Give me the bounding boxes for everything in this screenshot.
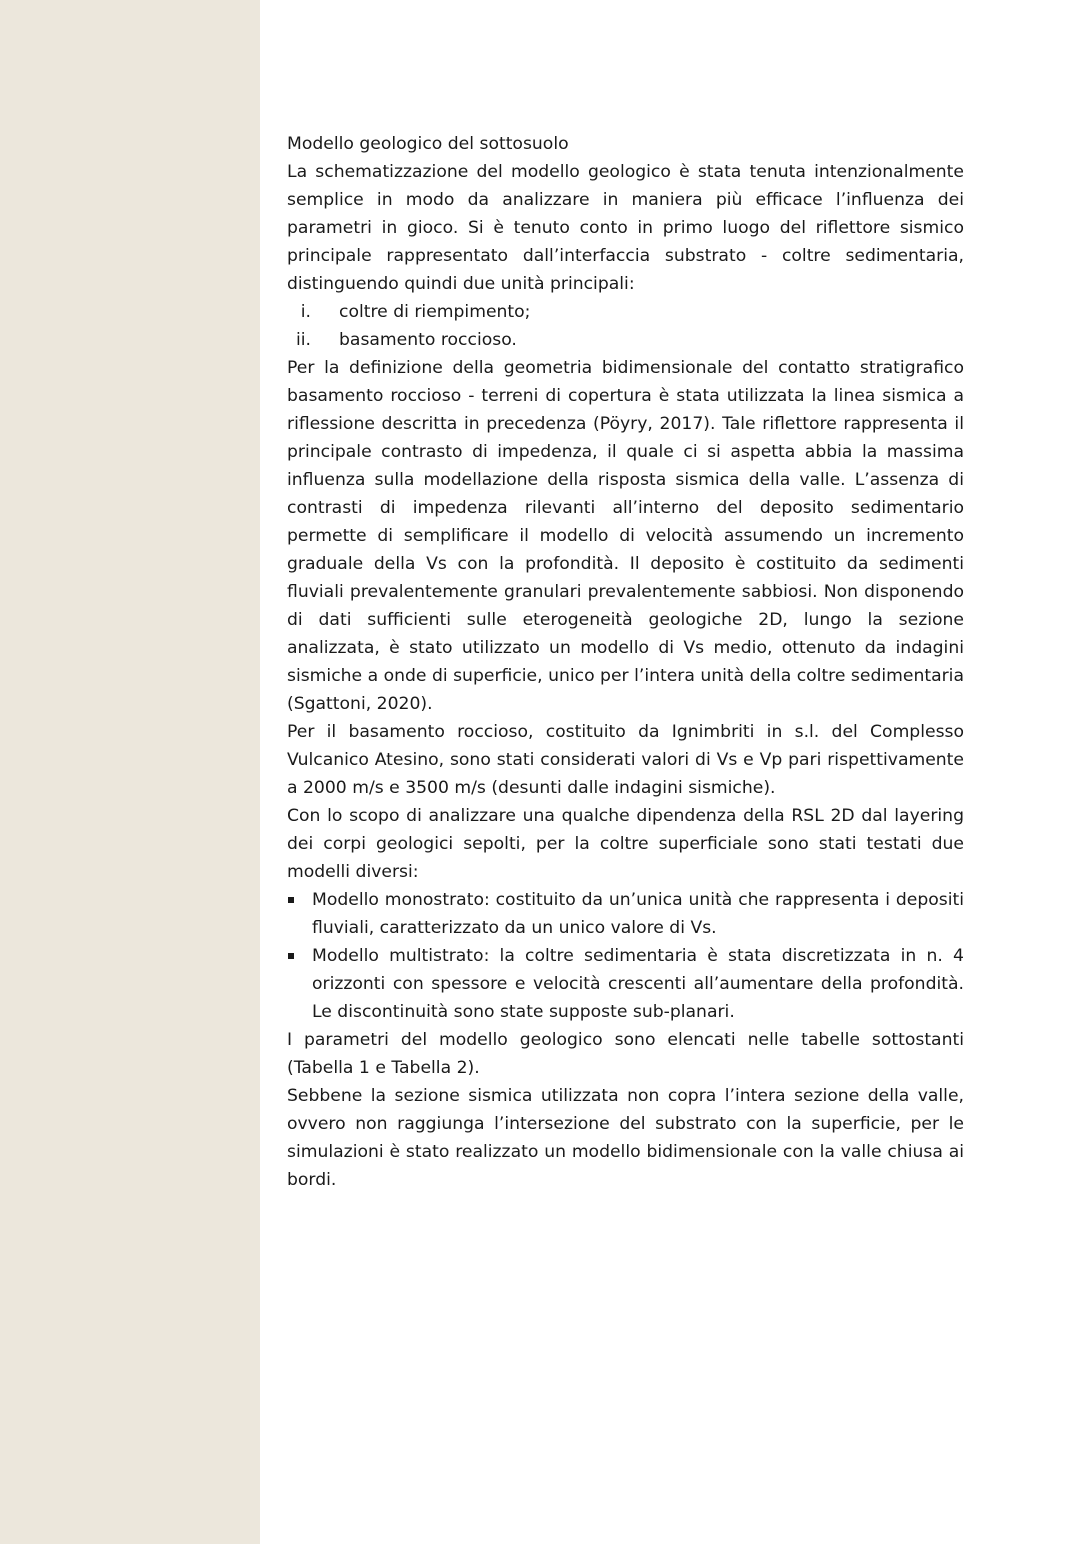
paragraph-tables: I parametri del modello geologico sono elencati nelle tabelle sottostanti (Tabella 1 e Tabella 2).: [287, 1030, 964, 1078]
units-list: [287, 298, 964, 354]
list-item-text: basamento roccioso.: [339, 330, 517, 350]
square-bullet-icon: [288, 953, 294, 959]
list-item: [287, 886, 964, 942]
list-item-text: Modello monostrato: costituito da un’unica unità che rappresenta i depositi fluviali, caratterizzato da un unico valore di Vs.: [312, 890, 964, 938]
paragraph-layering: Con lo scopo di analizzare una qualche dipendenza della RSL 2D dal layering dei corpi geologici sepolti, per la coltre superficiale sono stati testati due modelli diversi:: [287, 806, 964, 882]
paragraph-bedrock: Per il basamento roccioso, costituito da Ignimbriti in s.l. del Complesso Vulcanico Atesino, sono stati considerati valori di Vs e Vp pari rispettivamente a 2000 m/s e 3500 m/s (desunti dalle indagini sismiche).: [287, 722, 964, 798]
section-heading: Modello geologico del sottosuolo: [287, 134, 569, 154]
list-item: [287, 326, 964, 354]
list-item-text: Modello multistrato: la coltre sedimentaria è stata discretizzata in n. 4 orizzonti con spessore e velocità crescenti all’aumentare della profondità. Le discontinuità sono state supposte sub-planari.: [312, 946, 964, 1022]
paragraph-geometry: Per la definizione della geometria bidimensionale del contatto stratigrafico basamento roccioso - terreni di copertura è stata utilizzata la linea sismica a riflessione descritta in precedenza (Pöyry, 2017). Tale riflettore rappresenta il principale contrasto di impedenza, il quale ci si aspetta abbia la massima influenza sulla modellazione della risposta sismica della valle. L’assenza di contrasti di impedenza rilevanti all’interno del deposito sedimentario permette di semplificare il modello di velocità assumendo un incremento graduale della Vs con la profondità. Il deposito è costituito da sedimenti fluviali prevalentemente granulari prevalentemente sabbiosi. Non disponendo di dati sufficienti sulle eterogeneità geologiche 2D, lungo la sezione analizzata, è stato utilizzato un modello di Vs medio, ottenuto da indagini sismiche a onde di superficie, unico per l’intera unità della coltre sedimentaria (Sgattoni, 2020).: [287, 358, 964, 714]
list-item-text: coltre di riempimento;: [339, 302, 531, 322]
square-bullet-icon: [288, 897, 294, 903]
paragraph-intro: La schematizzazione del modello geologico è stata tenuta intenzionalmente semplice in modo da analizzare in maniera più efficace l’influenza dei parametri in gioco. Si è tenuto conto in primo luogo del riflettore sismico principale rappresentato dall’interfaccia substrato - coltre sedimentaria, distinguendo quindi due unità principali:: [287, 162, 964, 294]
paragraph-simulation: Sebbene la sezione sismica utilizzata non copra l’intera sezione della valle, ovvero non raggiunga l’intersezione del substrato con la superficie, per le simulazioni è stato realizzato un modello bidimensionale con la valle chiusa ai bordi.: [287, 1086, 964, 1190]
models-list: [287, 886, 964, 1026]
document-body: [287, 130, 964, 1194]
list-marker: i.: [300, 302, 311, 322]
list-item: [287, 298, 964, 326]
list-item: [287, 942, 964, 1026]
side-band: [0, 0, 260, 1544]
list-marker: ii.: [295, 330, 311, 350]
